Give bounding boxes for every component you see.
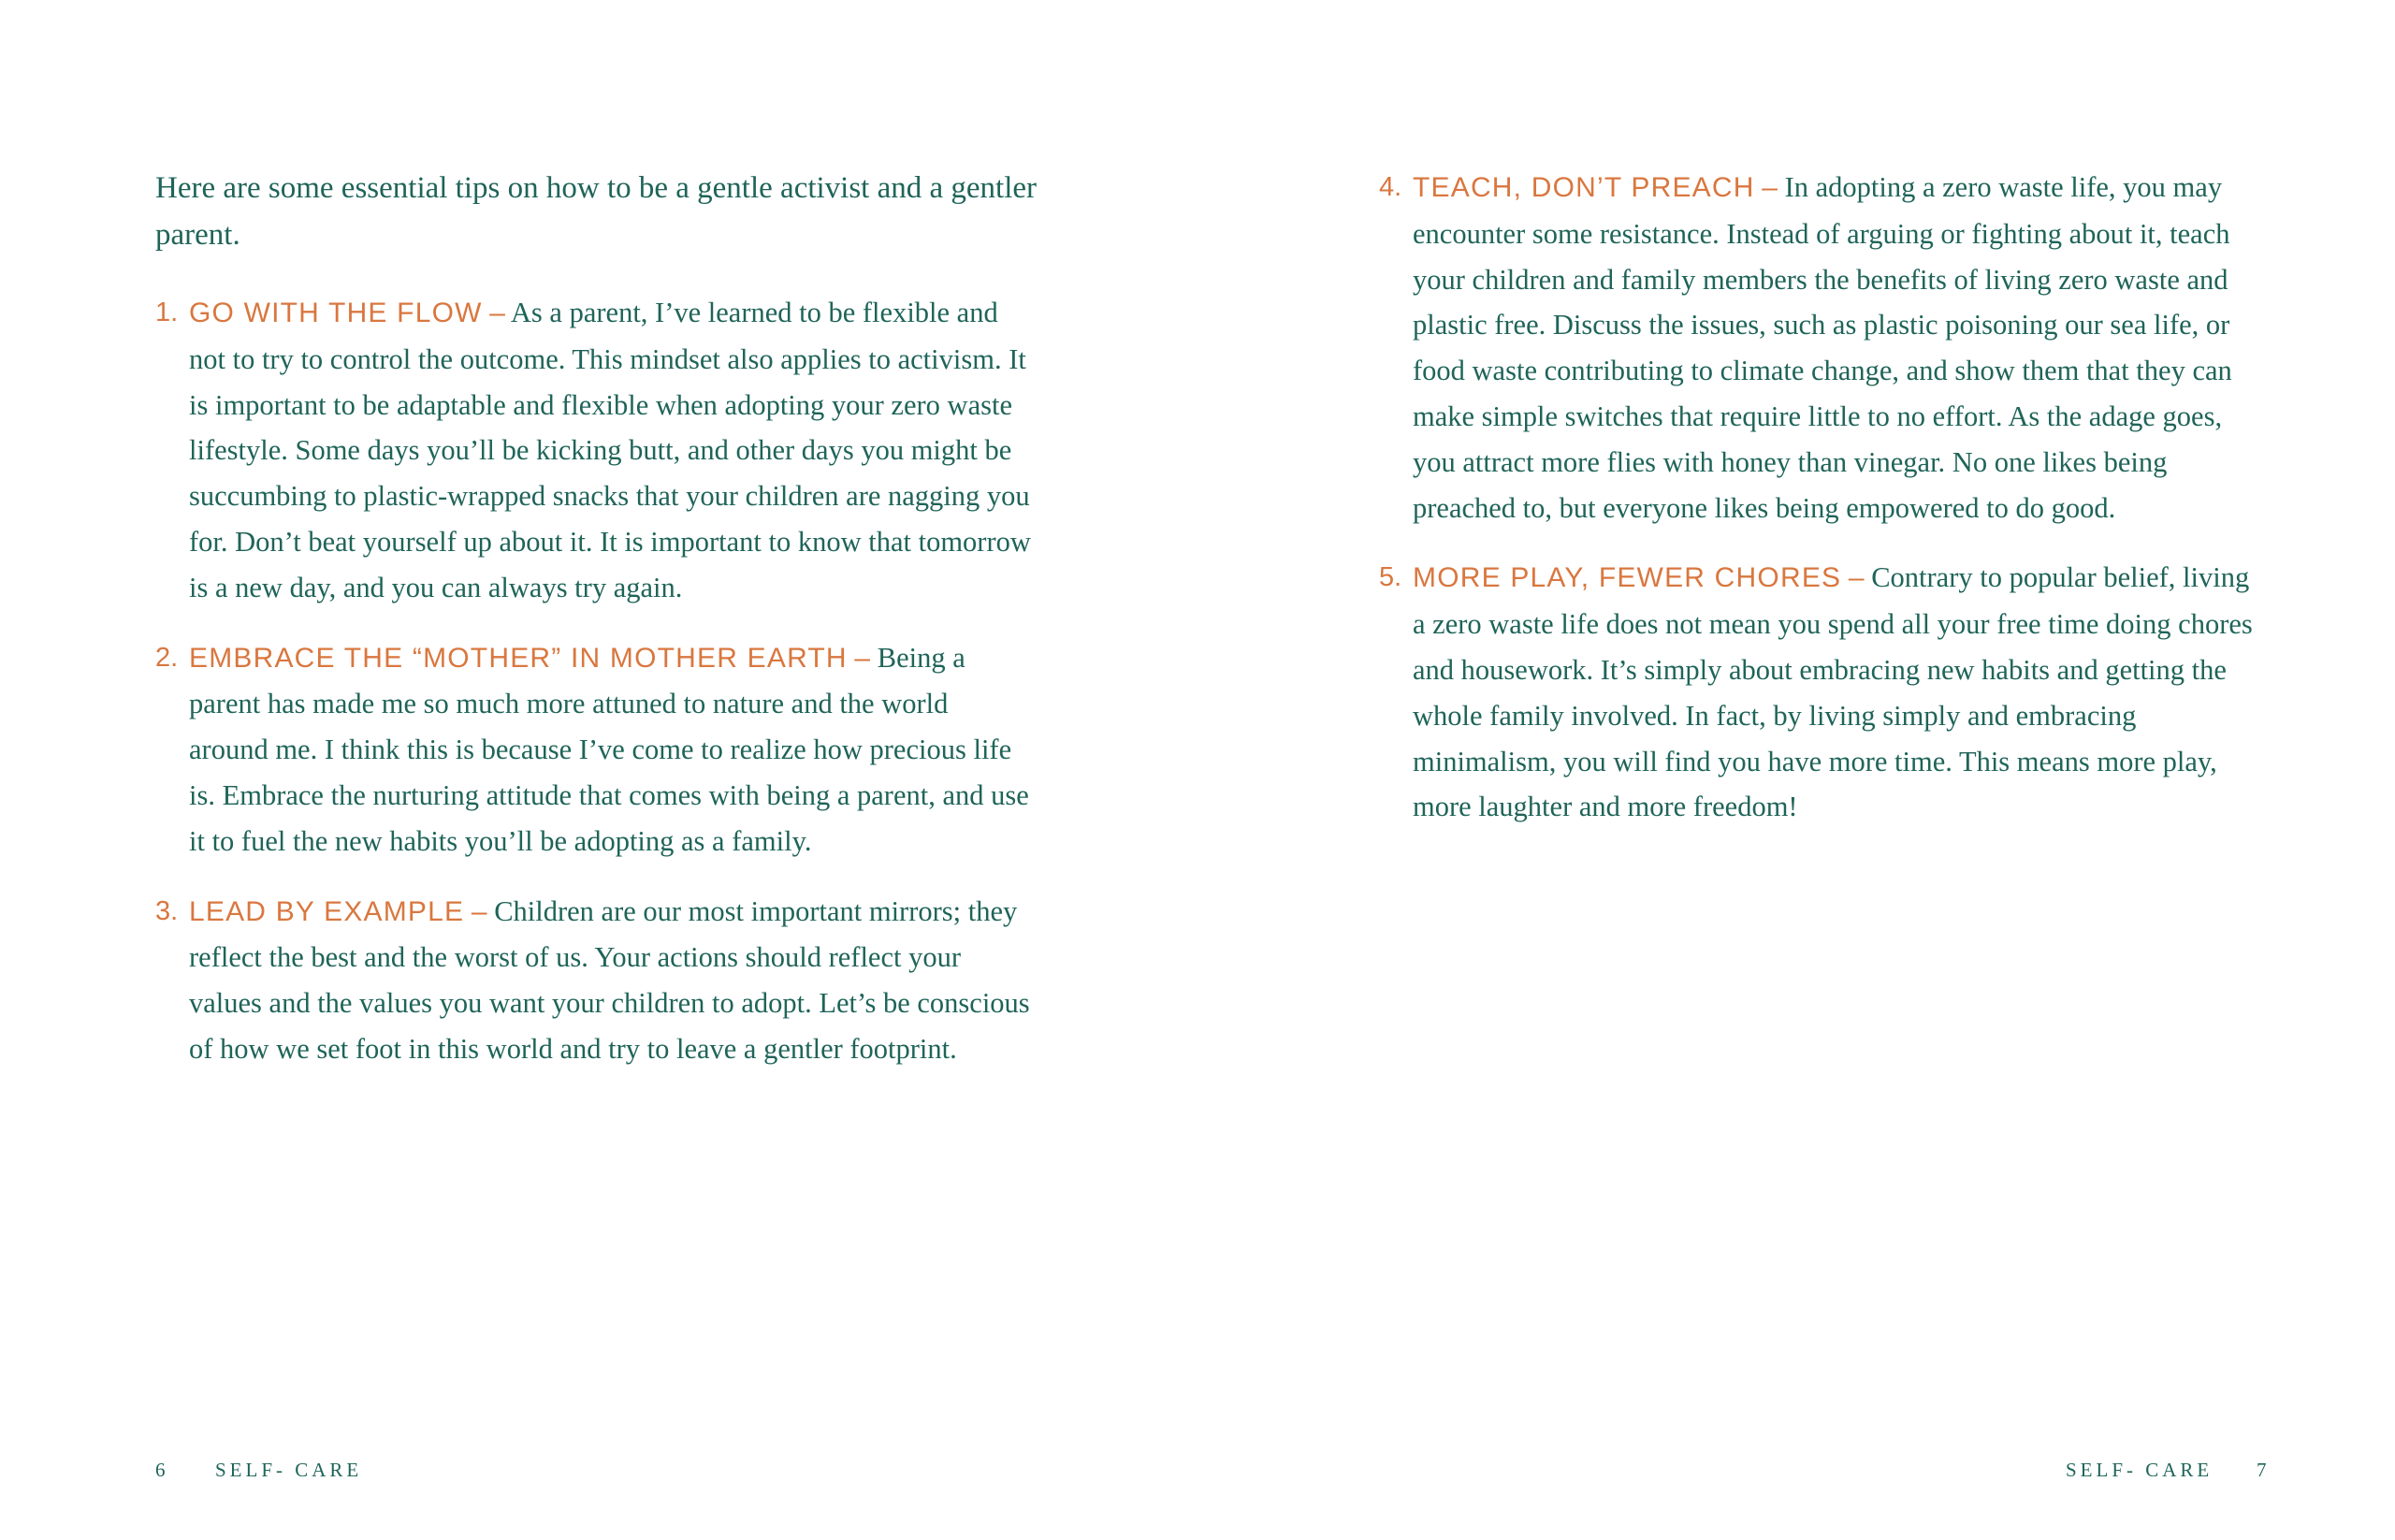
page-number-left: 6	[155, 1459, 166, 1481]
tip-heading: MORE PLAY, FEWER CHORES	[1413, 562, 1842, 594]
tip-text: Being a parent has made me so much more attuned to nature and the world around me. I think this is because I’ve come to realize how precious life is. Embrace the nurturing attitude that comes with being a parent, and use it to fuel the new habits you’ll be adopting as a family.	[189, 641, 1029, 857]
tips-list-right	[1379, 165, 2254, 854]
tip-item-3	[155, 889, 1031, 1072]
running-footer-right: SELF- CARE	[2066, 1459, 2214, 1481]
tip-heading: LEAD BY EXAMPLE	[189, 895, 465, 927]
tip-text: Children are our most important mirrors; they reflect the best and the worst of us. Your actions should reflect your values and the values you want your children to adopt. Let’s be conscious of how we set foot in this world and try to leave a gentler footprint.	[189, 894, 1030, 1065]
tip-number: 2.	[155, 642, 179, 673]
tip-text: Contrary to popular belief, living a zero waste life does not mean you spend all your free time doing chores and housework. It’s simply about embracing new habits and getting the whole family involved. In fact, by living simply and embracing minimalism, you will find you have more time. This means more play, more laughter and more freedom!	[1413, 561, 2253, 823]
page-number-right: 7	[2257, 1459, 2267, 1481]
tip-number: 1.	[155, 298, 179, 327]
tip-item-2	[155, 635, 1031, 864]
tip-text: As a parent, I’ve learned to be flexible and not to try to control the outcome. This mindset also applies to activism. It is important to be adaptable and flexible when adopting your zero waste lifestyle. Some days you’ll be kicking butt, and other days you might be succumbing to plastic-wrapped snacks that your children are nagging you for. Don’t beat yourself up about it. It is important to know that tomorrow is a new day, and you can always try again.	[189, 297, 1031, 603]
tip-number: 5.	[1379, 562, 1402, 593]
tip-item-5	[1379, 555, 2254, 830]
tip-heading: EMBRACE THE “MOTHER” IN MOTHER EARTH	[189, 642, 848, 674]
tip-item-4	[1379, 165, 2254, 530]
tip-number: 4.	[1379, 172, 1402, 202]
tip-dash: –	[1762, 172, 1778, 203]
tip-dash: –	[854, 642, 871, 674]
intro-paragraph: Here are some essential tips on how to be a gentle activist and a gentler parent.	[155, 171, 1038, 252]
tip-dash: –	[1848, 562, 1865, 594]
running-footer-left: SELF- CARE	[215, 1459, 363, 1481]
tip-dash: –	[489, 298, 505, 328]
tip-number: 3.	[155, 895, 179, 926]
tip-item-1	[155, 290, 1031, 611]
tip-dash: –	[471, 895, 487, 927]
tip-heading: GO WITH THE FLOW	[189, 298, 483, 328]
tips-list-left	[155, 290, 1031, 1097]
tip-heading: TEACH, DON’T PREACH	[1413, 172, 1755, 203]
tip-text: In adopting a zero waste life, you may encounter some resistance. Instead of arguing or fighting about it, teach your children and family members the benefits of living zero waste and plastic free. Discuss the issues, such as plastic poisoning our sea life, or food waste contributing to climate change, and show them that they can make simple switches that require little to no effort. As the adage goes, you attract more flies with honey than vinegar. No one likes being preached to, but everyone likes being empowered to do good.	[1413, 171, 2232, 524]
